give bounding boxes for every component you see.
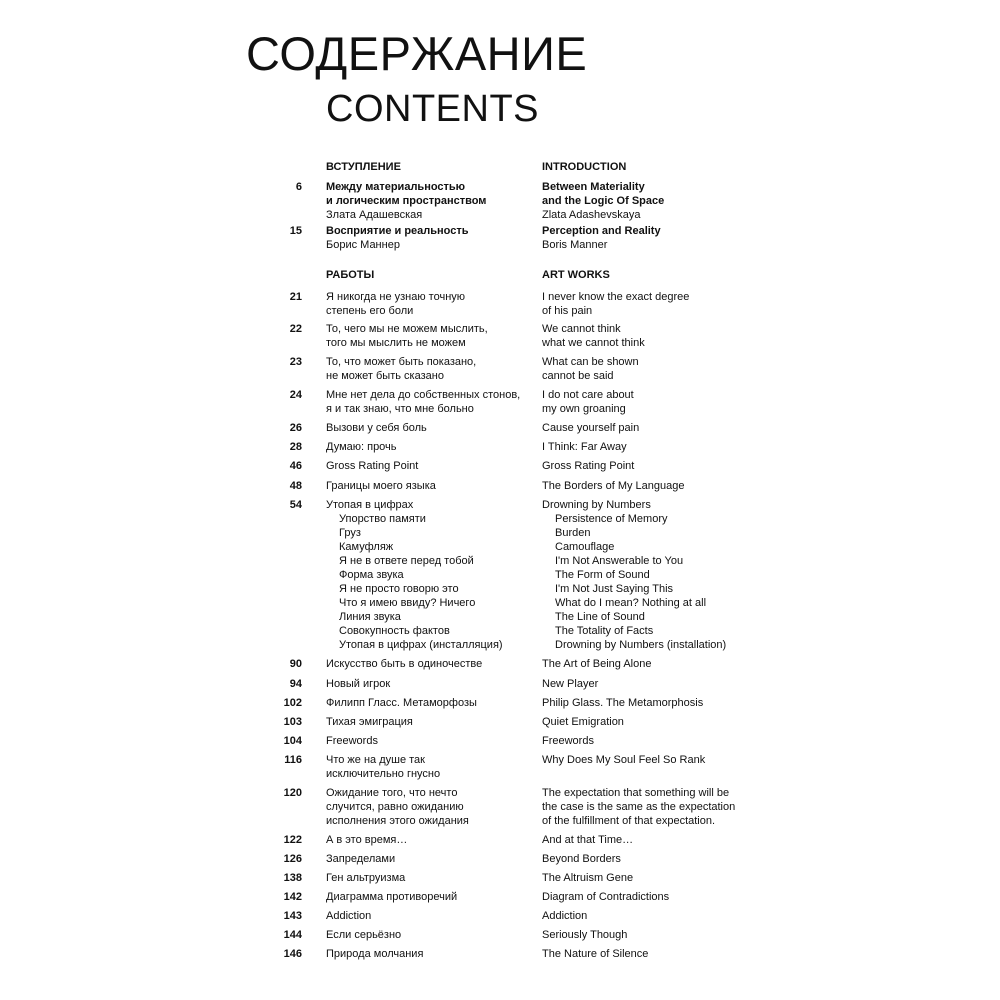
sub-entry: I'm Not Just Saying This [555,583,674,595]
title-text: Что же на душе так исключительно гнусно [326,754,441,780]
contents-entry [0,421,1000,434]
entry-title-ru [326,890,531,904]
entry-title-ru [326,734,531,748]
sub-entry: The Form of Sound [555,569,650,581]
title-text: Диаграмма противоречий [326,891,458,903]
contents-entry [0,498,1000,651]
sub-entry: The Totality of Facts [555,625,654,637]
sub-entry: Я не просто говорю это [339,583,459,595]
page-number: 21 [289,291,302,303]
contents-entry [0,657,1000,670]
page-number: 48 [289,480,302,492]
title-text: ART WORKS [542,269,610,281]
contents-entry [0,890,1000,903]
entry-title-en [542,160,772,174]
title-text: INTRODUCTION [542,161,627,173]
title-text: I do not care about my own groaning [542,389,634,415]
title-text: Drowning by Numbers [542,499,651,511]
title-text: Если серьёзно [326,929,402,941]
title-text: ВСТУПЛЕНИЕ [326,161,401,173]
title-text: Ген альтруизма [326,872,406,884]
entry-title-en [542,734,772,748]
entry-title-en [542,696,772,710]
page-number: 116 [284,754,302,766]
title-text: Филипп Гласс. Метаморфозы [326,697,477,709]
page-title-en: CONTENTS [326,88,539,130]
title-text: Freewords [326,735,378,747]
page-number: 26 [289,422,302,434]
page-number: 143 [283,910,302,922]
page-title-ru: СОДЕРЖАНИЕ [246,27,588,80]
page-number: 23 [289,356,302,368]
page-number: 94 [289,678,302,690]
entry-title-en [542,852,772,866]
page-number: 46 [289,460,302,472]
entry-title-en [542,355,772,383]
sub-entry: Камуфляж [339,541,394,553]
page-number: 54 [289,499,302,511]
contents-entry [0,852,1000,865]
title-text: New Player [542,678,599,690]
title-text: And at that Time… [542,834,634,846]
page-number: 144 [283,929,302,941]
entry-title-en [542,180,772,222]
title-text: Quiet Emigration [542,716,624,728]
author-name: Boris Manner [542,239,608,251]
entry-title-ru [326,947,531,961]
title-text: What can be shown cannot be said [542,356,639,382]
title-text: Тихая эмиграция [326,716,413,728]
entry-title-en [542,871,772,885]
title-text: Diagram of Contradictions [542,891,670,903]
sub-entry: Форма звука [339,569,404,581]
contents-entry [0,290,1000,317]
entry-title-en [542,224,772,252]
entry-title-ru [326,753,531,781]
sub-entry: Утопая в цифрах (инсталляция) [339,639,503,651]
title-text: The Nature of Silence [542,948,649,960]
title-text: Addiction [326,910,372,922]
contents-entry [0,734,1000,747]
contents-entry [0,388,1000,415]
entry-title-ru [326,160,531,174]
entry-title-en [542,479,772,493]
contents-entry [0,909,1000,922]
entry-title-en [542,388,772,416]
sub-entry: Persistence of Memory [555,513,668,525]
title-text: А в это время… [326,834,408,846]
page-number: 24 [289,389,302,401]
page-number: 120 [283,787,302,799]
page-number: 28 [289,441,302,453]
title-text: I never know the exact degree of his pain [542,291,690,317]
entry-title-en [542,928,772,942]
contents-entry [0,459,1000,472]
entry-title-ru [326,498,531,652]
title-text: Восприятие и реальность [326,225,469,237]
sub-entry: I'm Not Answerable to You [555,555,684,567]
entry-title-ru [326,290,531,318]
entry-title-en [542,909,772,923]
title-text: Искусство быть в одиночестве [326,658,483,670]
entry-title-en [542,715,772,729]
page-number: 104 [283,735,302,747]
title-text: Beyond Borders [542,853,621,865]
title-text: Природа молчания [326,948,424,960]
title-text: Gross Rating Point [542,460,635,472]
contents-entry [0,753,1000,780]
entry-title-en [542,833,772,847]
entry-title-en [542,890,772,904]
contents-entry [0,696,1000,709]
title-text: The Altruism Gene [542,872,634,884]
entry-title-ru [326,224,531,252]
entry-title-ru [326,909,531,923]
contents-entry [0,833,1000,846]
entry-title-ru [326,388,531,416]
entry-title-en [542,322,772,350]
title-text: Between Materiality and the Logic Of Space [542,181,665,207]
contents-entry [0,355,1000,382]
sub-entry: Совокупность фактов [339,625,450,637]
entry-title-en [542,440,772,454]
title-text: Seriously Though [542,929,628,941]
entry-title-en [542,753,772,767]
title-text: Cause yourself pain [542,422,640,434]
title-text: Утопая в цифрах [326,499,414,511]
contents-entry [0,440,1000,453]
entry-title-ru [326,871,531,885]
contents-entry [0,180,1000,221]
entry-title-ru [326,928,531,942]
title-text: Границы моего языка [326,480,436,492]
contents-entry [0,928,1000,941]
title-text: РАБОТЫ [326,269,375,281]
contents-entry [0,322,1000,349]
entry-title-en [542,947,772,961]
sub-entry: Я не в ответе перед тобой [339,555,474,567]
sub-entry: Camouflage [555,541,615,553]
title-text: То, что может быть показано, не может быть сказано [326,356,477,382]
sub-entry: Упорство памяти [339,513,426,525]
entry-title-en [542,786,772,828]
entry-title-ru [326,852,531,866]
title-text: То, чего мы не можем мыслить, того мы мыслить не можем [326,323,488,349]
page-number: 146 [283,948,302,960]
page-number: 22 [289,323,302,335]
entry-title-en [542,268,772,282]
title-text: Addiction [542,910,588,922]
entry-title-ru [326,677,531,691]
sub-entry: What do I mean? Nothing at all [555,597,707,609]
contents-entry [0,871,1000,884]
title-text: Между материальностью и логическим пространством [326,181,487,207]
entry-title-ru [326,696,531,710]
entry-title-ru [326,786,531,828]
entry-title-ru [326,715,531,729]
entry-title-ru [326,268,531,282]
page-number: 102 [283,697,302,709]
sub-entry: The Line of Sound [555,611,645,623]
entry-title-en [542,459,772,473]
section-header [0,160,1000,173]
title-text: The expectation that something will be the case is the same as the expectation of the fulfillment of that expectation. [542,787,736,827]
sub-entry: Drowning by Numbers (installation) [555,639,727,651]
entry-title-ru [326,440,531,454]
entry-title-ru [326,657,531,671]
page-number: 126 [283,853,302,865]
sub-entries [542,512,772,652]
page-number: 142 [283,891,302,903]
entry-title-ru [326,479,531,493]
section-header [0,268,1000,281]
title-text: Новый игрок [326,678,391,690]
page-number: 90 [289,658,302,670]
title-text: Вызови у себя боль [326,422,427,434]
title-text: Why Does My Soul Feel So Rank [542,754,706,766]
contents-entry [0,479,1000,492]
sub-entry: Линия звука [339,611,401,623]
title-text: Думаю: прочь [326,441,397,453]
contents-entry [0,715,1000,728]
entry-title-ru [326,459,531,473]
contents-entry [0,947,1000,960]
entry-title-en [542,498,772,652]
contents-entry [0,224,1000,251]
title-text: We cannot think what we cannot think [542,323,645,349]
entry-title-ru [326,421,531,435]
entry-title-ru [326,355,531,383]
title-text: I Think: Far Away [542,441,627,453]
author-name: Zlata Adashevskaya [542,209,641,221]
author-name: Борис Маннер [326,239,400,251]
sub-entry: Груз [339,527,361,539]
entry-title-en [542,677,772,691]
title-text: Я никогда не узнаю точную степень его боли [326,291,466,317]
entry-title-en [542,290,772,318]
contents-entry [0,786,1000,827]
author-name: Злата Адашевская [326,209,423,221]
page-number: 6 [295,181,302,193]
page-number: 122 [283,834,302,846]
title-text: Запределами [326,853,396,865]
title-text: Philip Glass. The Metamorphosis [542,697,704,709]
title-text: Perception and Reality [542,225,661,237]
sub-entry: Burden [555,527,591,539]
entry-title-en [542,657,772,671]
title-text: Ожидание того, что нечто случится, равно ожиданию исполнения этого ожидания [326,787,469,827]
title-text: Мне нет дела до собственных стонов, я и так знаю, что мне больно [326,389,521,415]
page-number: 138 [283,872,302,884]
title-text: Gross Rating Point [326,460,419,472]
title-text: The Art of Being Alone [542,658,652,670]
entry-title-en [542,421,772,435]
entry-title-ru [326,180,531,222]
contents-entry [0,677,1000,690]
title-text: Freewords [542,735,594,747]
sub-entries [326,512,531,652]
page-number: 103 [283,716,302,728]
page-number: 15 [289,225,302,237]
title-text: The Borders of My Language [542,480,685,492]
entry-title-ru [326,322,531,350]
sub-entry: Что я имею ввиду? Ничего [339,597,476,609]
entry-title-ru [326,833,531,847]
